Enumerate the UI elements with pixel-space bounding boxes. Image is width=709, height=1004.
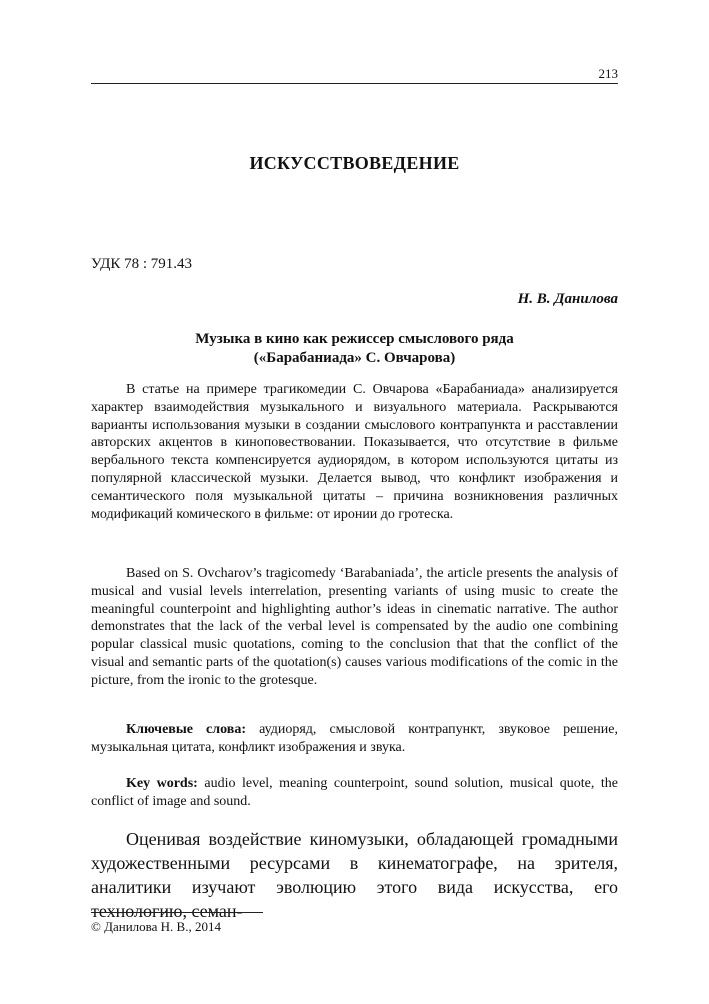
article-title bbox=[91, 330, 618, 368]
article-title-line-2: («Барабаниада» С. Овчарова) bbox=[253, 350, 456, 366]
keywords-english-text: audio level, meaning counterpoint, sound solution, musical quote, the conflict of image and sound. bbox=[91, 776, 619, 809]
abstract-russian: В статье на примере трагикомедии С. Овчарова «Барабаниада» анализируется характер взаимодействия музыкального и визуального материала. Раскрываются варианты использования музыки в создании смыслового контрапункта и расставлении авторских акцентов в киноповествовании. Показывается, что отсутствие в фильме вербального текста компенсируется аудиорядом, в котором используются цитаты из популярной классической музыки. Делается вывод, что конфликт изображения и семантического поля музыкальной цитаты – причина возникновения различных модификаций комического в фильме: от иронии до гротеска. bbox=[91, 382, 618, 522]
keywords-russian bbox=[91, 721, 618, 757]
keywords-english bbox=[91, 775, 618, 811]
section-title: ИСКУССТВОВЕДЕНИЕ bbox=[249, 153, 460, 173]
page-number: 213 bbox=[598, 66, 618, 81]
keywords-russian-text: аудиоряд, смысловой контрапункт, звуковое решение, музыкальная цитата, конфликт изображения и звука. bbox=[91, 722, 618, 755]
article-title-line-1: Музыка в кино как режиссер смыслового ряда bbox=[195, 331, 514, 347]
udk-code: УДК 78 : 791.43 bbox=[91, 256, 193, 272]
keywords-english-label: Key words: bbox=[126, 776, 198, 791]
footnote-rule bbox=[91, 912, 263, 913]
author-name: Н. В. Данилова bbox=[517, 291, 618, 307]
keywords-russian-label: Ключевые слова: bbox=[126, 722, 247, 737]
copyright-footnote: © Данилова Н. В., 2014 bbox=[91, 919, 221, 934]
header-rule bbox=[91, 83, 618, 84]
abstract-english: Based on S. Ovcharov’s tragicomedy ‘Barabaniada’, the article presents the analysis of musical and vusial levels interrelation, presenting variants of using music to create the meaningful counterpoint and highlighting author’s ideas in cinematic narrative. The author demonstrates that the lack of the verbal level is compensated by the audio one combining popular classical music quotations, coming to the conclusion that that the conflict of the visual and semantic parts of the quotation(s) causes various modifications of the comic in the picture, from the ironic to the grotesque. bbox=[91, 566, 618, 688]
body-paragraph: Оценивая воздействие киномузыки, обладающей громадными художественными ресурсами в кинематографе, на зрителя, аналитики изучают эволюцию этого вида искусства, его технологию, семан- bbox=[91, 829, 618, 921]
